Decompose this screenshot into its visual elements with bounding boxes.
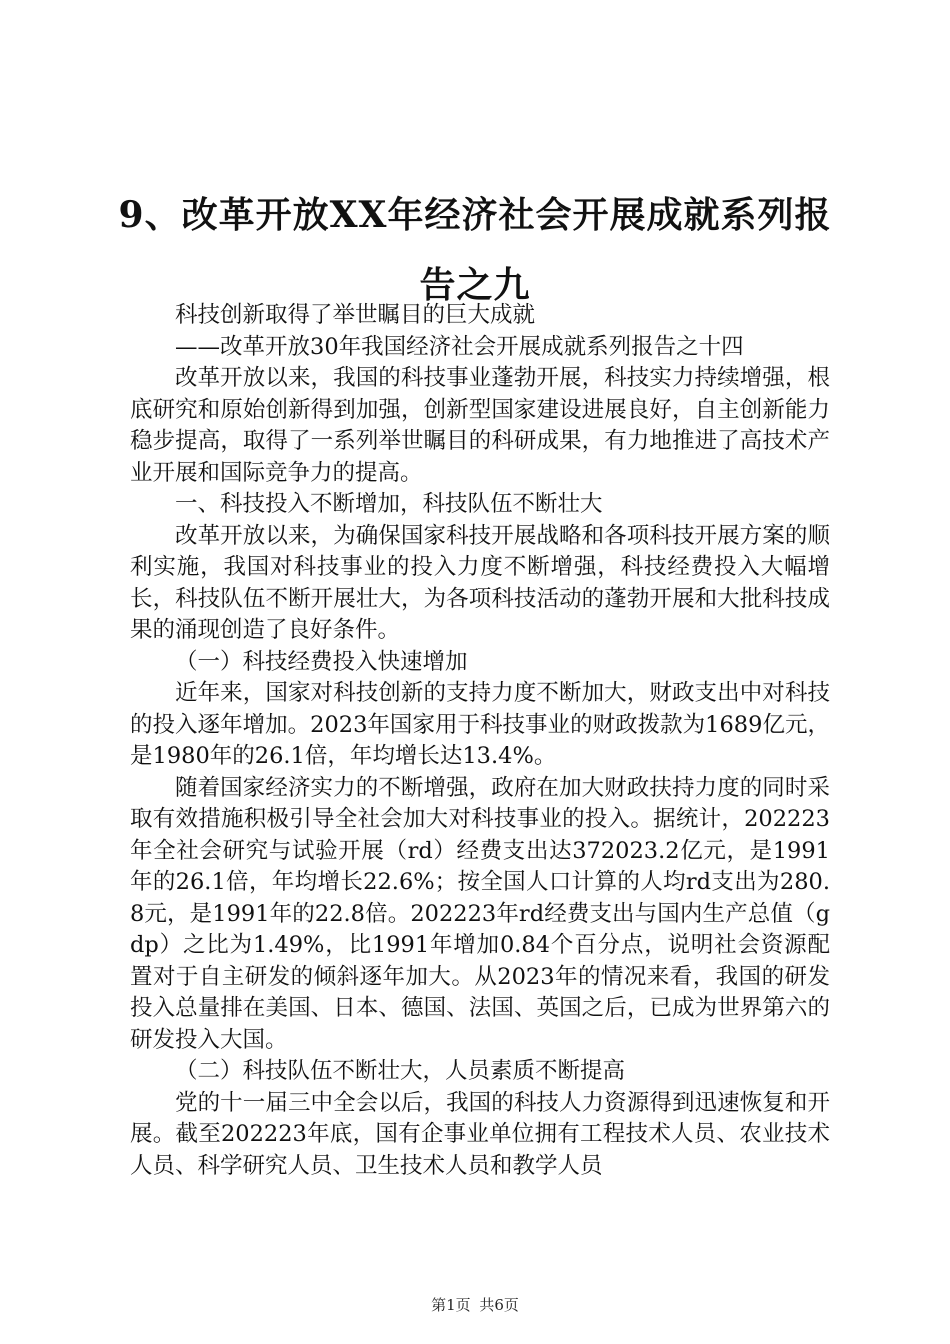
document-title: 9、改革开放XX年经济社会开展成就系列报告之九 xyxy=(118,194,832,306)
document-body xyxy=(130,300,830,1182)
paragraph-workforce: 党的十一届三中全会以后，我国的科技人力资源得到迅速恢复和开展。截至202223年底，国有企事业单位拥有工程技术人员、农业技术人员、科学研究人员、卫生技术人员和教学人员 xyxy=(130,1089,830,1179)
subsection-heading-1: （一）科技经费投入快速增加 xyxy=(175,648,468,675)
page-footer xyxy=(0,1294,950,1315)
paragraph-series-label: ——改革开放30年我国经济社会开展成就系列报告之十四 xyxy=(175,333,744,360)
paragraph-subtitle: 科技创新取得了举世瞩目的巨大成就 xyxy=(175,302,536,328)
section-heading-1: 一、科技投入不断增加，科技队伍不断壮大 xyxy=(175,491,603,517)
subsection-heading-2: （二）科技队伍不断壮大，人员素质不断提高 xyxy=(175,1058,626,1084)
page-number: 第1页 xyxy=(431,1296,471,1314)
paragraph-intro: 改革开放以来，我国的科技事业蓬勃开展，科技实力持续增强，根底研究和原始创新得到加强，创新型国家建设进展良好，自主创新能力稳步提高，取得了一系列举世瞩目的科研成果，有力地推进了高技术产业开展和国际竞争力的提高。 xyxy=(130,365,830,486)
paragraph-rd-spending: 随着国家经济实力的不断增强，政府在加大财政扶持力度的同时采取有效措施积极引导全社会加大对科技事业的投入。据统计，202223年全社会研究与试验开展（rd）经费支出达372023.2亿元，是1991年的26.1倍，年均增长22.6%；按全国人口计算的人均rd支出为280.8元，是1991年的22.8倍。202223年rd经费支出与国内生产总值（gdp）之比为1.49%，比1991年增加0.84个百分点，说明社会资源配置对于自主研发的倾斜逐年加大。从2023年的情况来看，我国的研发投入总量排在美国、日本、德国、法国、英国之后，已成为世界第六的研发投入大国。 xyxy=(130,774,830,1053)
page-total: 共6页 xyxy=(479,1296,519,1314)
paragraph-funding: 近年来，国家对科技创新的支持力度不断加大，财政支出中对科技的投入逐年增加。2023年国家用于科技事业的财政拨款为1689亿元，是1980年的26.1倍，年均增长达13.4%。 xyxy=(130,680,830,769)
paragraph-section-1: 改革开放以来，为确保国家科技开展战略和各项科技开展方案的顺利实施，我国对科技事业的投入力度不断增强，科技经费投入大幅增长，科技队伍不断开展壮大，为各项科技活动的蓬勃开展和大批科技成果的涌现创造了良好条件。 xyxy=(130,522,830,643)
